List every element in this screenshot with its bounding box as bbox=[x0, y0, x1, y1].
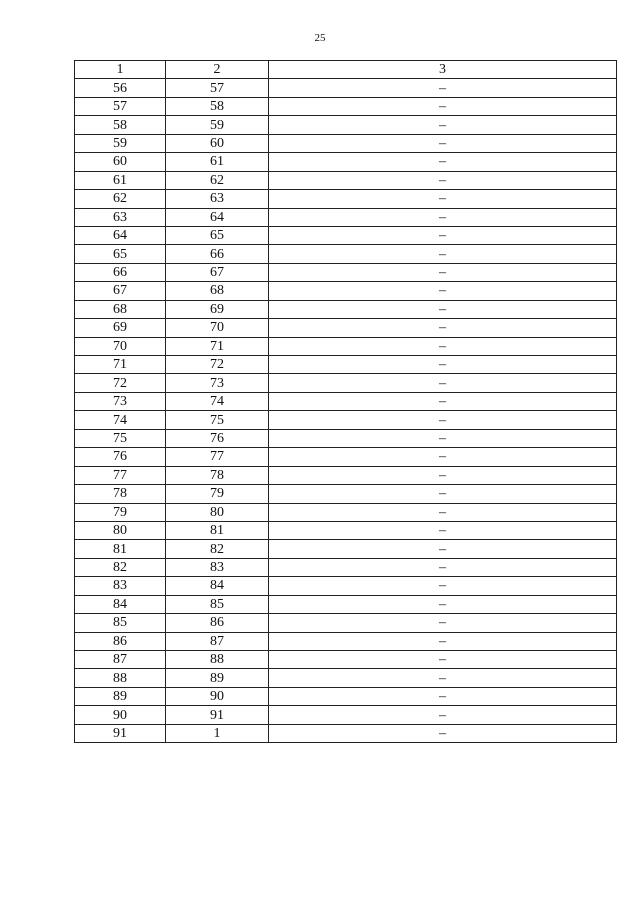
table-row bbox=[75, 429, 617, 447]
table-cell: 86 bbox=[75, 632, 166, 650]
table-cell: 74 bbox=[75, 411, 166, 429]
table-cell: 77 bbox=[75, 466, 166, 484]
table-cell: 63 bbox=[75, 208, 166, 226]
table-row bbox=[75, 153, 617, 171]
table-cell: 66 bbox=[75, 263, 166, 281]
table-row bbox=[75, 134, 617, 152]
table-cell: 91 bbox=[166, 706, 269, 724]
table-row bbox=[75, 97, 617, 115]
table-cell: – bbox=[269, 724, 617, 742]
table-cell: 64 bbox=[166, 208, 269, 226]
table-cell: – bbox=[269, 190, 617, 208]
table-row bbox=[75, 190, 617, 208]
table-cell: 88 bbox=[75, 669, 166, 687]
table-cell: 76 bbox=[75, 448, 166, 466]
table-cell: 72 bbox=[166, 356, 269, 374]
table-row bbox=[75, 116, 617, 134]
table-cell: 80 bbox=[75, 521, 166, 539]
table-cell: 57 bbox=[75, 97, 166, 115]
table-cell: – bbox=[269, 503, 617, 521]
table-row bbox=[75, 356, 617, 374]
table-cell: 90 bbox=[166, 687, 269, 705]
table-cell: 74 bbox=[166, 392, 269, 410]
table-cell: 81 bbox=[75, 540, 166, 558]
table-cell: – bbox=[269, 337, 617, 355]
table-cell: – bbox=[269, 669, 617, 687]
table-cell: 58 bbox=[166, 97, 269, 115]
column-header-3: 3 bbox=[269, 61, 617, 79]
table-row bbox=[75, 411, 617, 429]
table-cell: – bbox=[269, 448, 617, 466]
table-cell: 67 bbox=[166, 263, 269, 281]
table-cell: – bbox=[269, 614, 617, 632]
table-cell: – bbox=[269, 706, 617, 724]
table-cell: 91 bbox=[75, 724, 166, 742]
table-row bbox=[75, 374, 617, 392]
table-row bbox=[75, 503, 617, 521]
table-row bbox=[75, 669, 617, 687]
table-cell: – bbox=[269, 356, 617, 374]
table-cell: 75 bbox=[166, 411, 269, 429]
table-row bbox=[75, 300, 617, 318]
table-header bbox=[75, 61, 617, 79]
table-row bbox=[75, 79, 617, 97]
table-row bbox=[75, 466, 617, 484]
table-cell: – bbox=[269, 208, 617, 226]
table-cell: 76 bbox=[166, 429, 269, 447]
table-cell: – bbox=[269, 374, 617, 392]
table-cell: 82 bbox=[75, 558, 166, 576]
table-cell: 72 bbox=[75, 374, 166, 392]
table-cell: 78 bbox=[166, 466, 269, 484]
table-row bbox=[75, 614, 617, 632]
table-row bbox=[75, 392, 617, 410]
table-cell: 61 bbox=[166, 153, 269, 171]
table-cell: 89 bbox=[75, 687, 166, 705]
table-row bbox=[75, 485, 617, 503]
table-cell: 71 bbox=[75, 356, 166, 374]
table-cell: – bbox=[269, 319, 617, 337]
table-row bbox=[75, 245, 617, 263]
table-row bbox=[75, 558, 617, 576]
table-row bbox=[75, 577, 617, 595]
table-cell: – bbox=[269, 245, 617, 263]
table-row bbox=[75, 687, 617, 705]
table-cell: 62 bbox=[75, 190, 166, 208]
table-cell: 60 bbox=[75, 153, 166, 171]
table-cell: – bbox=[269, 429, 617, 447]
table-cell: – bbox=[269, 577, 617, 595]
table-row bbox=[75, 448, 617, 466]
table-cell: 57 bbox=[166, 79, 269, 97]
table-cell: 70 bbox=[166, 319, 269, 337]
table-cell: 83 bbox=[75, 577, 166, 595]
table-cell: – bbox=[269, 521, 617, 539]
table-cell: 63 bbox=[166, 190, 269, 208]
table-row bbox=[75, 632, 617, 650]
table-cell: – bbox=[269, 116, 617, 134]
table-cell: 87 bbox=[75, 651, 166, 669]
table-cell: 65 bbox=[166, 226, 269, 244]
table-cell: 77 bbox=[166, 448, 269, 466]
table-cell: 69 bbox=[75, 319, 166, 337]
table-cell: 62 bbox=[166, 171, 269, 189]
table-row bbox=[75, 263, 617, 281]
table-cell: – bbox=[269, 263, 617, 281]
table-cell: 81 bbox=[166, 521, 269, 539]
table-cell: 79 bbox=[166, 485, 269, 503]
table-cell: – bbox=[269, 300, 617, 318]
table-cell: – bbox=[269, 282, 617, 300]
table-cell: 83 bbox=[166, 558, 269, 576]
table-cell: – bbox=[269, 466, 617, 484]
table-cell: 73 bbox=[166, 374, 269, 392]
table-row bbox=[75, 724, 617, 742]
table-cell: 67 bbox=[75, 282, 166, 300]
table-cell: 58 bbox=[75, 116, 166, 134]
data-table bbox=[74, 60, 617, 743]
table-cell: – bbox=[269, 687, 617, 705]
table-row bbox=[75, 282, 617, 300]
table-cell: 90 bbox=[75, 706, 166, 724]
table-cell: 78 bbox=[75, 485, 166, 503]
table-cell: 66 bbox=[166, 245, 269, 263]
table-cell: 82 bbox=[166, 540, 269, 558]
table-cell: – bbox=[269, 171, 617, 189]
table-cell: 88 bbox=[166, 651, 269, 669]
table-cell: – bbox=[269, 392, 617, 410]
table-cell: 73 bbox=[75, 392, 166, 410]
table-row bbox=[75, 171, 617, 189]
table-cell: – bbox=[269, 558, 617, 576]
table-cell: 60 bbox=[166, 134, 269, 152]
table-cell: – bbox=[269, 226, 617, 244]
table-cell: 65 bbox=[75, 245, 166, 263]
table-cell: 1 bbox=[166, 724, 269, 742]
table-cell: 68 bbox=[75, 300, 166, 318]
page-number: 25 bbox=[314, 32, 326, 44]
table-cell: 68 bbox=[166, 282, 269, 300]
table-cell: 69 bbox=[166, 300, 269, 318]
table-cell: 79 bbox=[75, 503, 166, 521]
table-cell: – bbox=[269, 97, 617, 115]
table-cell: – bbox=[269, 153, 617, 171]
header-row bbox=[75, 61, 617, 79]
table-cell: 56 bbox=[75, 79, 166, 97]
table-cell: 85 bbox=[166, 595, 269, 613]
column-header-2: 2 bbox=[166, 61, 269, 79]
table-cell: – bbox=[269, 79, 617, 97]
table-cell: 87 bbox=[166, 632, 269, 650]
table-row bbox=[75, 706, 617, 724]
table-row bbox=[75, 226, 617, 244]
table-row bbox=[75, 319, 617, 337]
table-cell: 59 bbox=[166, 116, 269, 134]
table-cell: – bbox=[269, 485, 617, 503]
table-row bbox=[75, 208, 617, 226]
table-cell: 61 bbox=[75, 171, 166, 189]
table-row bbox=[75, 595, 617, 613]
table-cell: – bbox=[269, 411, 617, 429]
table-cell: 85 bbox=[75, 614, 166, 632]
table-cell: – bbox=[269, 595, 617, 613]
table-cell: 70 bbox=[75, 337, 166, 355]
table-row bbox=[75, 540, 617, 558]
table-cell: – bbox=[269, 632, 617, 650]
table-cell: – bbox=[269, 540, 617, 558]
table-cell: – bbox=[269, 651, 617, 669]
table-cell: 80 bbox=[166, 503, 269, 521]
table-cell: 89 bbox=[166, 669, 269, 687]
table-cell: 64 bbox=[75, 226, 166, 244]
table-cell: 71 bbox=[166, 337, 269, 355]
table-body bbox=[75, 79, 617, 743]
table-row bbox=[75, 651, 617, 669]
table-cell: 84 bbox=[166, 577, 269, 595]
table-row bbox=[75, 337, 617, 355]
column-header-1: 1 bbox=[75, 61, 166, 79]
table-cell: 75 bbox=[75, 429, 166, 447]
table-cell: – bbox=[269, 134, 617, 152]
table-cell: 86 bbox=[166, 614, 269, 632]
table-row bbox=[75, 521, 617, 539]
table-cell: 59 bbox=[75, 134, 166, 152]
table-cell: 84 bbox=[75, 595, 166, 613]
